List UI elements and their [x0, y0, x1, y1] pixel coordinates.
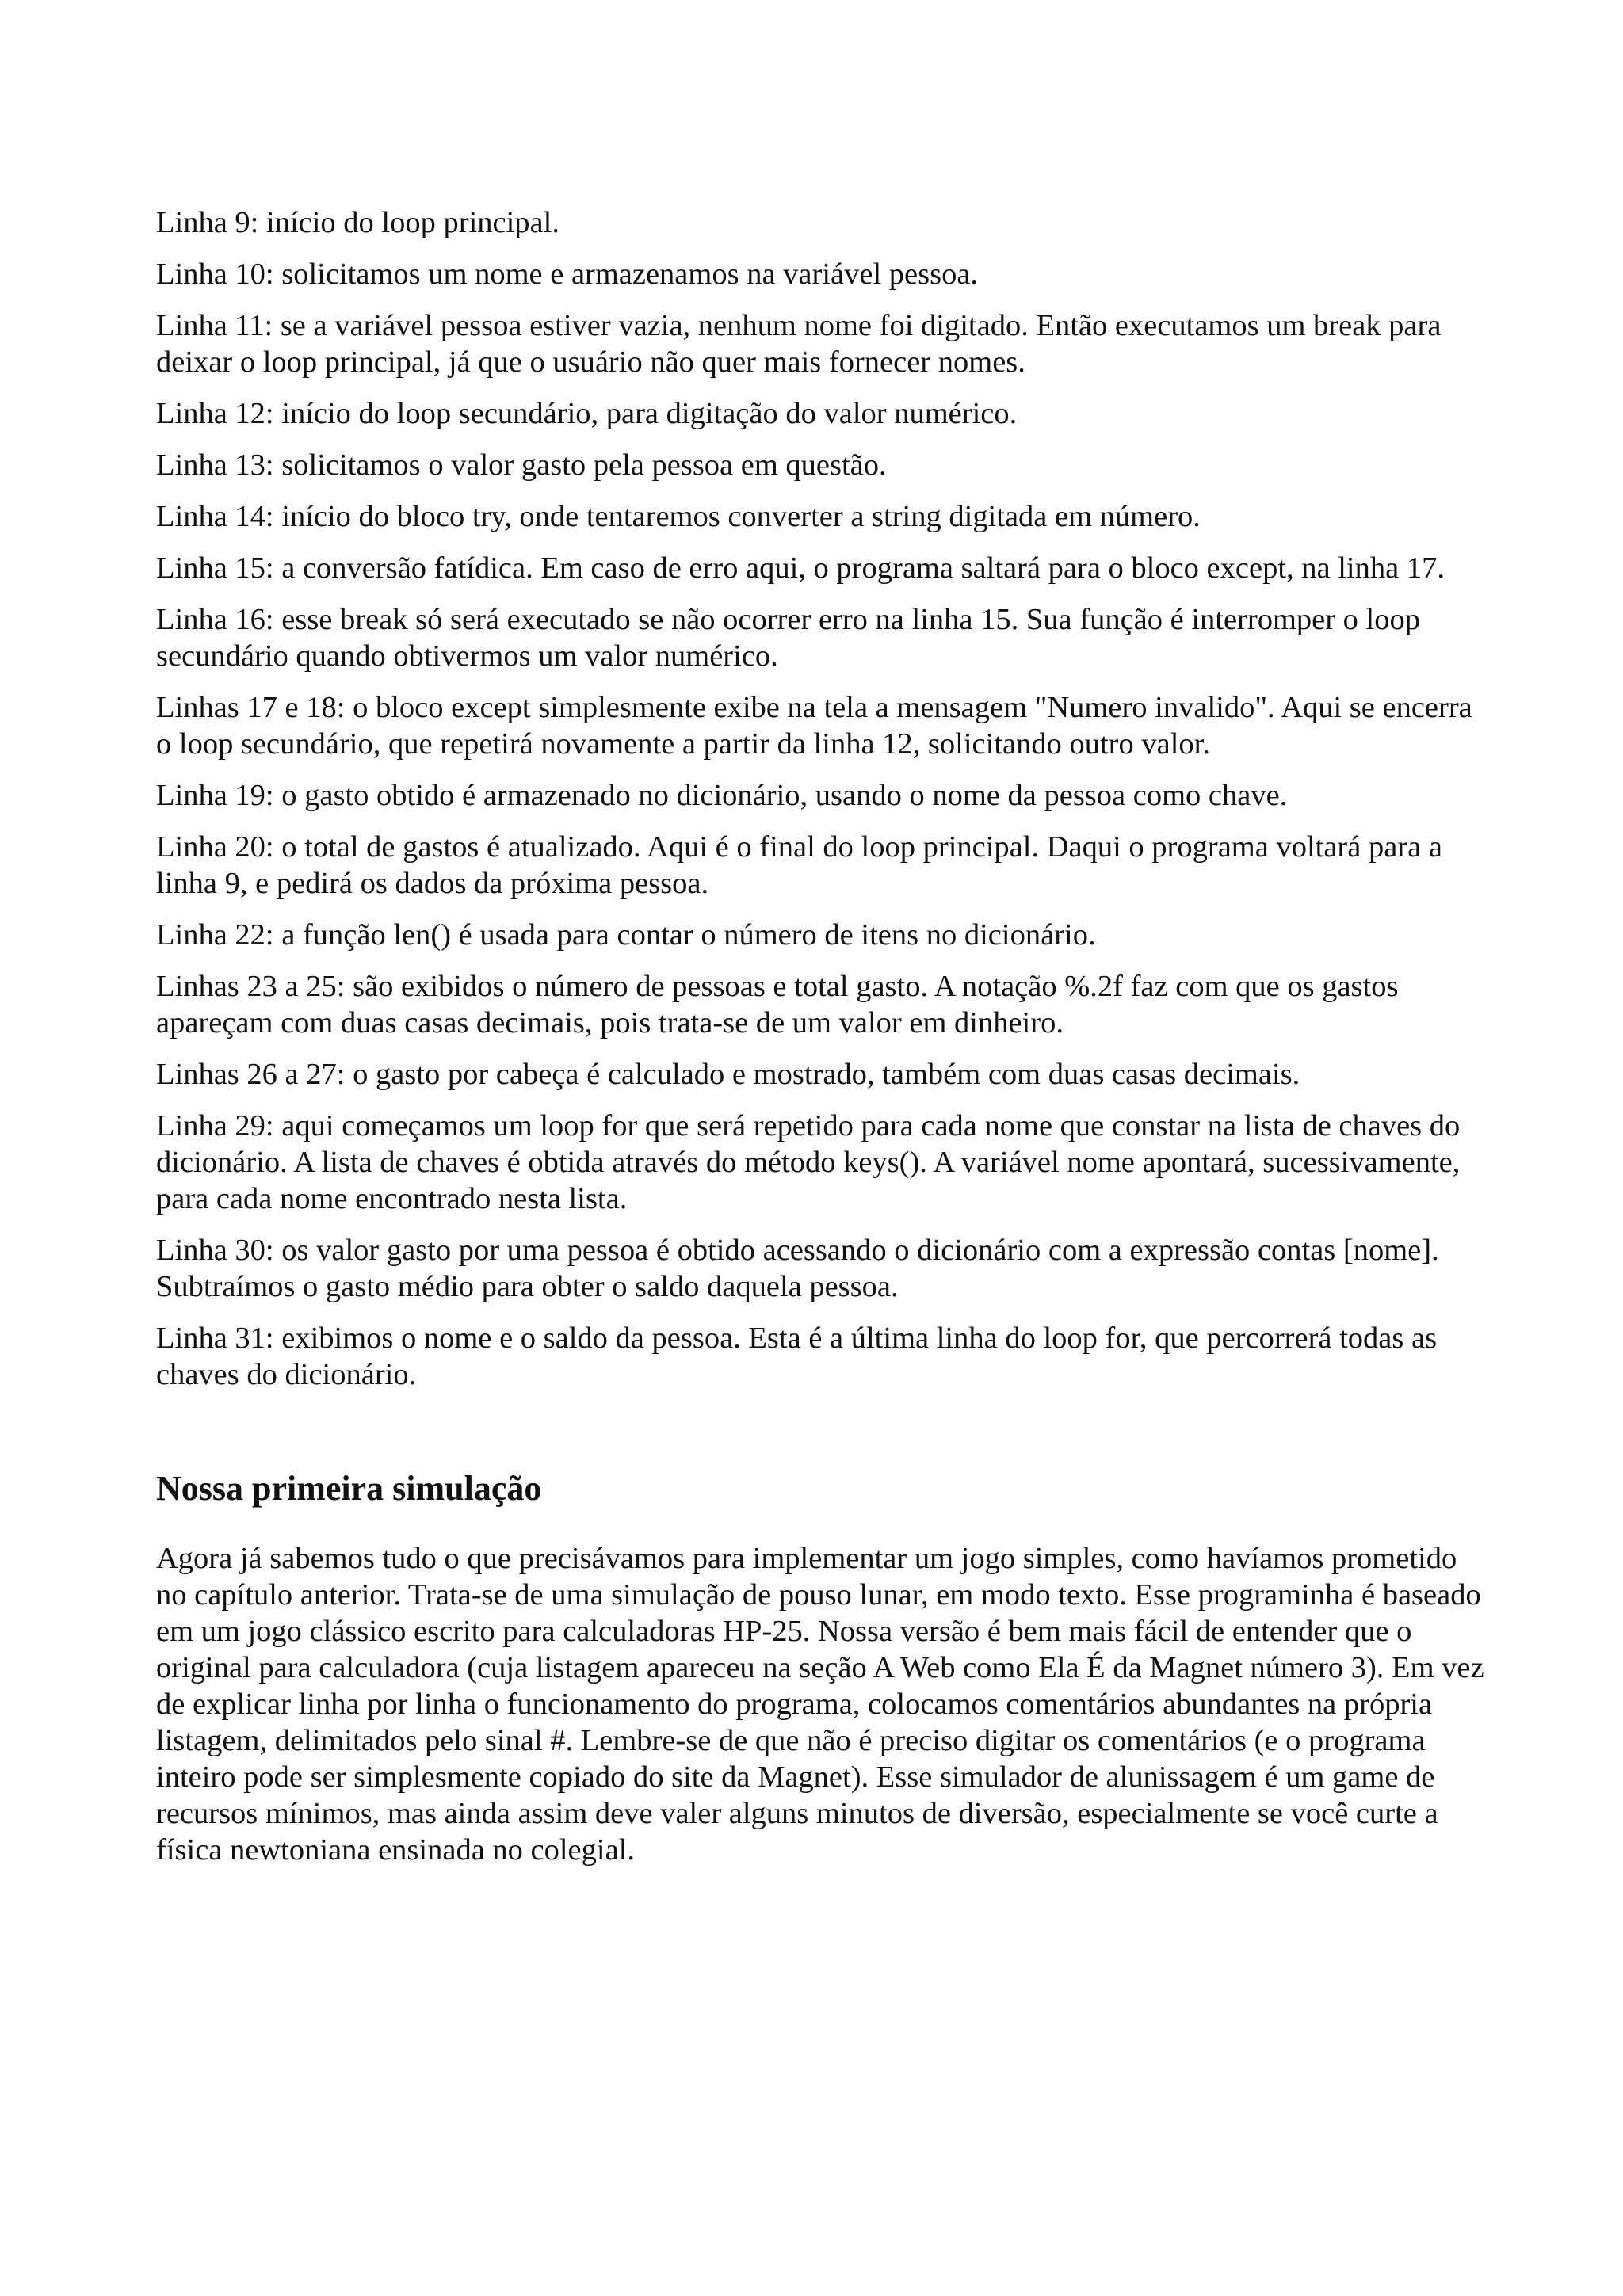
- line-note: Linha 22: a função len() é usada para contar o número de itens no dicionário.: [156, 918, 1096, 952]
- section-heading: Nossa primeira simulação: [156, 1469, 542, 1508]
- line-note: Linhas 17 e 18: o bloco except simplesmente exibe na tela a mensagem "Numero invalido". Aqui se encerra o loop secundário, que repetirá novamente a partir da linha 12, solicitando outro valor.: [156, 691, 1472, 761]
- line-note: Linhas 26 a 27: o gasto por cabeça é calculado e mostrado, também com duas casas decimais.: [156, 1058, 1300, 1091]
- line-note: Linha 14: início do bloco try, onde tentaremos converter a string digitada em número.: [156, 500, 1201, 533]
- line-note: Linha 29: aqui começamos um loop for que será repetido para cada nome que constar na lista de chaves do dicionário. A lista de chaves é obtida através do método keys(). A variável nome apontará, sucessivamente, para cada nome encontrado nesta lista.: [156, 1109, 1461, 1215]
- section-body: Agora já sabemos tudo o que precisávamos para implementar um jogo simples, como havíamos prometido no capítulo anterior. Trata-se de uma simulação de pouso lunar, em modo texto. Esse programinha é baseado em um jogo clássico escrito para calculadoras HP-25. Nossa versão é bem mais fácil de entender que o original para calculadora (cuja listagem apareceu na seção A Web como Ela É da Magnet número 3). Em vez de explicar linha por linha o funcionamento do programa, colocamos comentários abundantes na própria listagem, delimitados pelo sinal #. Lembre-se de que não é preciso digitar os comentários (e o programa inteiro pode ser simplesmente copiado do site da Magnet). Esse simulador de alunissagem é um game de recursos mínimos, mas ainda assim deve valer alguns minutos de diversão, especialmente se você curte a física newtoniana ensinada no colegial.: [156, 1542, 1484, 1867]
- line-note: Linha 20: o total de gastos é atualizado. Aqui é o final do loop principal. Daqui o programa voltará para a linha 9, e pedirá os dados da próxima pessoa.: [156, 830, 1442, 900]
- line-note: Linha 12: início do loop secundário, para digitação do valor numérico.: [156, 397, 1018, 430]
- line-note: Linhas 23 a 25: são exibidos o número de pessoas e total gasto. A notação %.2f faz com que os gastos apareçam com duas casas decimais, pois trata-se de um valor em dinheiro.: [156, 970, 1399, 1039]
- page-content: [156, 204, 1487, 1868]
- line-note: Linha 31: exibimos o nome e o saldo da pessoa. Esta é a última linha do loop for, que percorrerá todas as chaves do dicionário.: [156, 1322, 1438, 1391]
- line-note: Linha 15: a conversão fatídica. Em caso de erro aqui, o programa saltará para o bloco except, na linha 17.: [156, 551, 1445, 585]
- line-note: Linha 13: solicitamos o valor gasto pela pessoa em questão.: [156, 448, 887, 482]
- line-note: Linha 19: o gasto obtido é armazenado no dicionário, usando o nome da pessoa como chave.: [156, 779, 1288, 812]
- line-note: Linha 9: início do loop principal.: [156, 206, 559, 239]
- line-note: Linha 30: os valor gasto por uma pessoa é obtido acessando o dicionário com a expressão contas [nome]. Subtraímos o gasto médio para obter o saldo daquela pessoa.: [156, 1234, 1439, 1303]
- line-note: Linha 11: se a variável pessoa estiver vazia, nenhum nome foi digitado. Então executamos um break para deixar o loop principal, já que o usuário não quer mais fornecer nomes.: [156, 309, 1442, 379]
- line-note: Linha 10: solicitamos um nome e armazenamos na variável pessoa.: [156, 257, 979, 291]
- line-note: Linha 16: esse break só será executado se não ocorrer erro na linha 15. Sua função é interromper o loop secundário quando obtivermos um valor numérico.: [156, 603, 1421, 673]
